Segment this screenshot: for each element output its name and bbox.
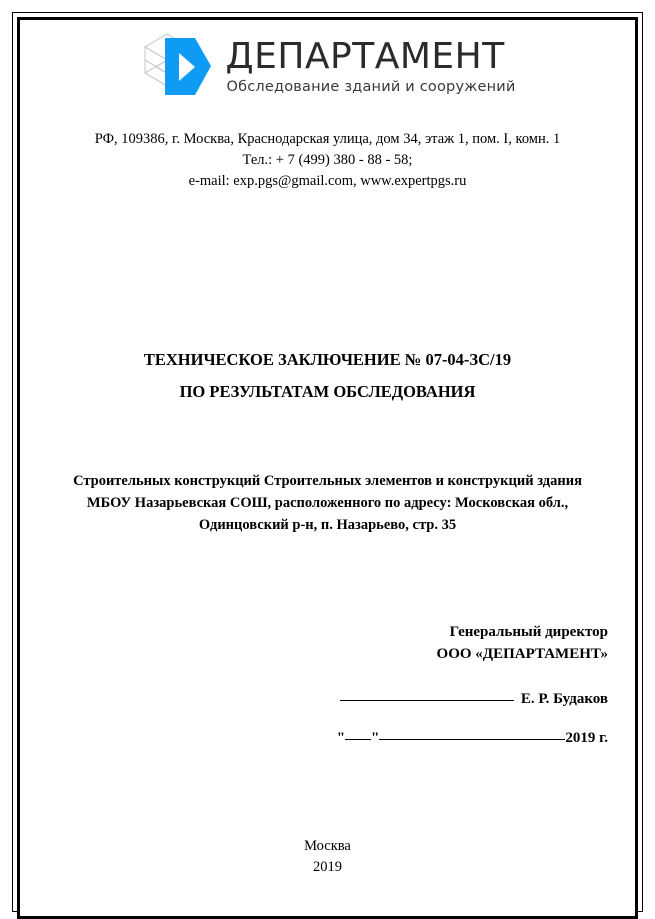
document-footer (21, 836, 634, 880)
document-title (35, 344, 620, 408)
logo-wordmark (225, 36, 505, 78)
logo-tagline: Обследование зданий и сооружений (226, 79, 516, 96)
contact-block (35, 129, 620, 192)
signature-block (35, 622, 620, 747)
signer-role-line-1: Генеральный директор (449, 624, 608, 641)
letterhead (35, 21, 620, 105)
signer-company-line: ООО «ДЕПАРТАМЕНТ» (436, 645, 608, 662)
footer-city: Москва (304, 837, 351, 854)
signer-name: Е. Р. Будаков (520, 691, 608, 708)
signature-name-row (35, 691, 608, 708)
document-subject-line-1: Строительных конструкций Строительных элементов и конструкций здания (73, 473, 582, 490)
document-subject (35, 470, 620, 536)
company-logo-lockup (139, 29, 515, 105)
document-title-line-1: ТЕХНИЧЕСКОЕ ЗАКЛЮЧЕНИЕ № 07-04-ЗС/19 (143, 350, 512, 370)
date-quote-open: " (336, 730, 346, 747)
document-subject-line-3: Одинцовский р-н, п. Назарьево, стр. 35 (198, 517, 457, 534)
document-page (21, 21, 634, 901)
logo-wordmark-group (225, 36, 516, 96)
company-email-website: e-mail: exp.pgs@gmail.com, www.expertpgs.ru (188, 173, 467, 190)
signature-date-row (35, 730, 608, 747)
company-address: РФ, 109386, г. Москва, Краснодарская улица, дом 34, этаж 1, пом. I, комн. 1 (94, 131, 561, 147)
date-year: 2019 г. (565, 730, 608, 747)
date-month-blank (379, 739, 565, 740)
logo-wordmark-first-letter: Д (225, 36, 255, 78)
footer-year: 2019 (313, 859, 342, 876)
date-quote-close: " (371, 730, 380, 747)
logo-wordmark-rest: ЕПАРТАМЕНТ (254, 36, 505, 78)
document-subject-line-2: МБОУ Назарьевская СОШ, расположенного по адресу: Московская обл., (86, 495, 569, 512)
document-title-line-2: ПО РЕЗУЛЬТАТАМ ОБСЛЕДОВАНИЯ (179, 382, 476, 402)
department-hexagon-d-logo-icon (139, 29, 217, 105)
company-phone: Тел.: + 7 (499) 380 - 88 - 58; (242, 152, 413, 169)
signature-line (340, 700, 514, 701)
date-day-blank (345, 739, 371, 740)
